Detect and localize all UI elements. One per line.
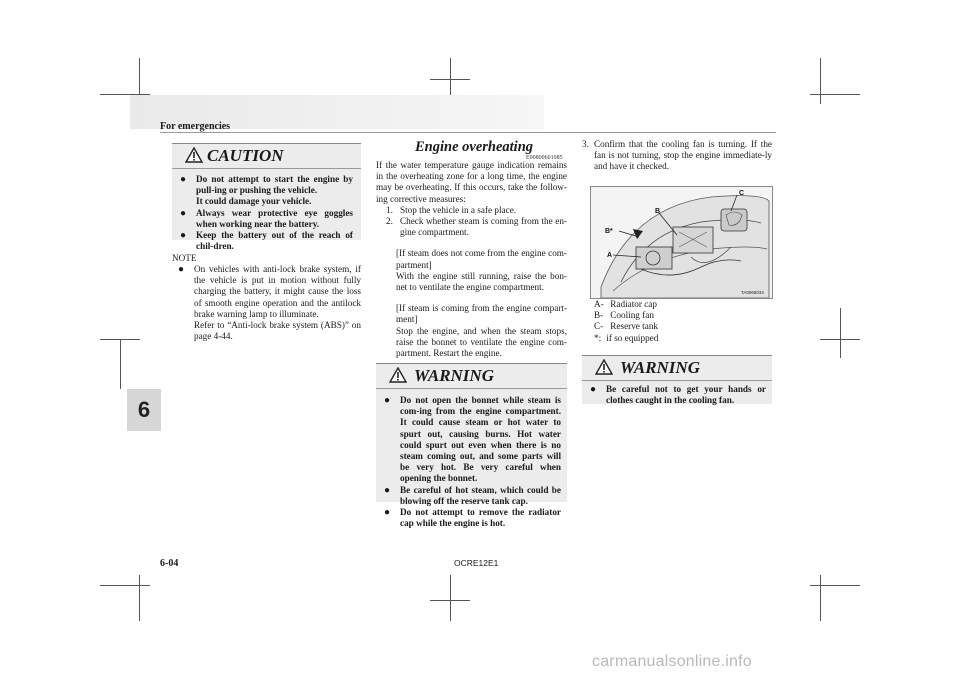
callout-b: B bbox=[655, 208, 661, 215]
caution-item: ● Always wear protective eye goggles when working near the battery. bbox=[180, 207, 353, 229]
overheating-body bbox=[376, 160, 567, 359]
section-heading: Engine overheating bbox=[415, 139, 534, 155]
figure-legend bbox=[594, 299, 658, 344]
intro-text: If the water temperature gauge indication remains in the overheating zone for a long time, the engine may be overheating. If this occurs, take the follow-ing corrective measures: bbox=[376, 160, 567, 204]
warning-triangle-icon bbox=[389, 367, 407, 383]
caution-box bbox=[172, 143, 361, 252]
legend-text: Reserve tank bbox=[610, 321, 659, 332]
legend-item bbox=[594, 321, 658, 332]
warning-title: WARNING bbox=[414, 366, 494, 385]
step-text: Confirm that the cooling fan is turning. If the fan is not turning, stop the engine immediate-ly and have it checked. bbox=[594, 139, 772, 172]
warning-item: ● Be careful not to get your hands or clothes caught in the cooling fan. bbox=[590, 384, 766, 406]
warning-item: ● Be careful of hot steam, which could be blowing off the reserve tank cap. bbox=[384, 484, 561, 506]
warning-header bbox=[582, 356, 772, 381]
chapter-tab: 6 bbox=[127, 389, 161, 431]
case-1-title: [If steam does not come from the engine com-partment] bbox=[396, 248, 567, 270]
warning-box bbox=[376, 363, 567, 529]
case-2-text: Stop the engine, and when the steam stops, raise the bonnet to ventilate the engine com-partment. Restart the engine. bbox=[396, 325, 567, 359]
header-rule bbox=[160, 132, 776, 133]
section-title: For emergencies bbox=[160, 121, 231, 132]
warning-triangle-icon bbox=[185, 147, 203, 163]
legend-key: *: bbox=[594, 332, 602, 343]
caution-item: ● Do not attempt to start the engine by pull-ing or pushing the vehicle. It could damage your vehicle. bbox=[180, 174, 353, 207]
note-text: On vehicles with anti-lock brake system, if the vehicle is put in motion without fully charging the battery, it might cause the loss of smooth engine operation and the antilock brake warning lamp to illuminate. Refer to “Anti-lock brake system (ABS)” on page 4-44. bbox=[194, 264, 361, 342]
warning-header bbox=[376, 364, 567, 389]
callout-a: A bbox=[607, 252, 613, 259]
legend-key: C- bbox=[594, 321, 604, 332]
note-label: NOTE bbox=[172, 253, 197, 263]
watermark: carmanualsonline.info bbox=[592, 653, 752, 670]
step-number: 1. bbox=[386, 204, 393, 215]
page-number: 6-04 bbox=[160, 558, 179, 569]
step-text: Check whether steam is coming from the en-gine compartment. bbox=[400, 216, 567, 238]
case-2-title: [If steam is coming from the engine compart-ment] bbox=[396, 303, 567, 325]
caution-item-text: Keep the battery out of the reach of chil-dren. bbox=[196, 230, 353, 252]
warning-item-text: Do not open the bonnet while steam is com-ing from the engine compartment. It could cause steam or hot water to spurt out, causing burns. Hot water could spurt out even when there is no steam coming out, and some parts will be very hot. Be very careful when opening the bonnet. bbox=[400, 395, 561, 484]
note-item: ● On vehicles with anti-lock brake system, if the vehicle is put in motion without fully charging the battery, it might cause the loss of smooth engine operation and the antilock brake warning lamp to illuminate. Refer to “Anti-lock brake system (ABS)” on page 4-44. bbox=[178, 264, 361, 342]
legend-item bbox=[594, 310, 658, 321]
case-1-text: With the engine still running, raise the bon-net to ventilate the engine compartment. bbox=[396, 270, 567, 293]
step-number: 2. bbox=[386, 216, 393, 227]
step-1 bbox=[376, 205, 567, 216]
engine-compartment-illustration bbox=[591, 187, 772, 298]
legend-text: if so equipped bbox=[606, 332, 659, 343]
legend-text: Radiator cap bbox=[610, 299, 657, 309]
warning-title: WARNING bbox=[620, 358, 700, 377]
step-number: 3. bbox=[582, 139, 589, 149]
doc-code: OCRE12E1 bbox=[454, 558, 499, 568]
caution-title: CAUTION bbox=[207, 146, 284, 165]
warning-item-text: Be careful not to get your hands or clothes caught in the cooling fan. bbox=[606, 384, 766, 406]
step-3 bbox=[582, 139, 772, 173]
warning-item: ● Do not open the bonnet while steam is com-ing from the engine compartment. It could cause steam or hot water to spurt out, causing burns. Hot water could spurt out even when there is no steam coming out, and some parts will be very hot. Be very careful when opening the bonnet. bbox=[384, 395, 561, 484]
warning-item-text: Be careful of hot steam, which could be blowing off the reserve tank cap. bbox=[400, 484, 561, 506]
legend-item bbox=[594, 299, 658, 310]
warning-item-text: Do not attempt to remove the radiator cap while the engine is hot. bbox=[400, 507, 561, 529]
callout-c: C bbox=[739, 190, 745, 197]
figure-code: TA0065034 bbox=[741, 290, 764, 295]
step-text: Stop the vehicle in a safe place. bbox=[400, 204, 517, 215]
caution-item: ● Keep the battery out of the reach of chil-dren. bbox=[180, 230, 353, 252]
legend-key: B- bbox=[594, 310, 604, 321]
step-2 bbox=[376, 216, 567, 238]
heading-code: E00800601985 bbox=[526, 155, 563, 161]
caution-item-text: Do not attempt to start the engine by pull-ing or pushing the vehicle. It could damage your vehicle. bbox=[196, 174, 353, 207]
engine-figure bbox=[590, 186, 773, 299]
warning-triangle-icon bbox=[595, 359, 613, 375]
legend-text: Cooling fan bbox=[610, 310, 654, 321]
caution-header bbox=[172, 144, 361, 169]
caution-item-text: Always wear protective eye goggles when working near the battery. bbox=[196, 207, 353, 229]
legend-item bbox=[594, 333, 658, 344]
callout-b-star: B* bbox=[605, 228, 613, 235]
warning-item: ● Do not attempt to remove the radiator cap while the engine is hot. bbox=[384, 507, 561, 529]
legend-key: A- bbox=[594, 299, 604, 309]
warning-box-fan bbox=[582, 355, 772, 404]
